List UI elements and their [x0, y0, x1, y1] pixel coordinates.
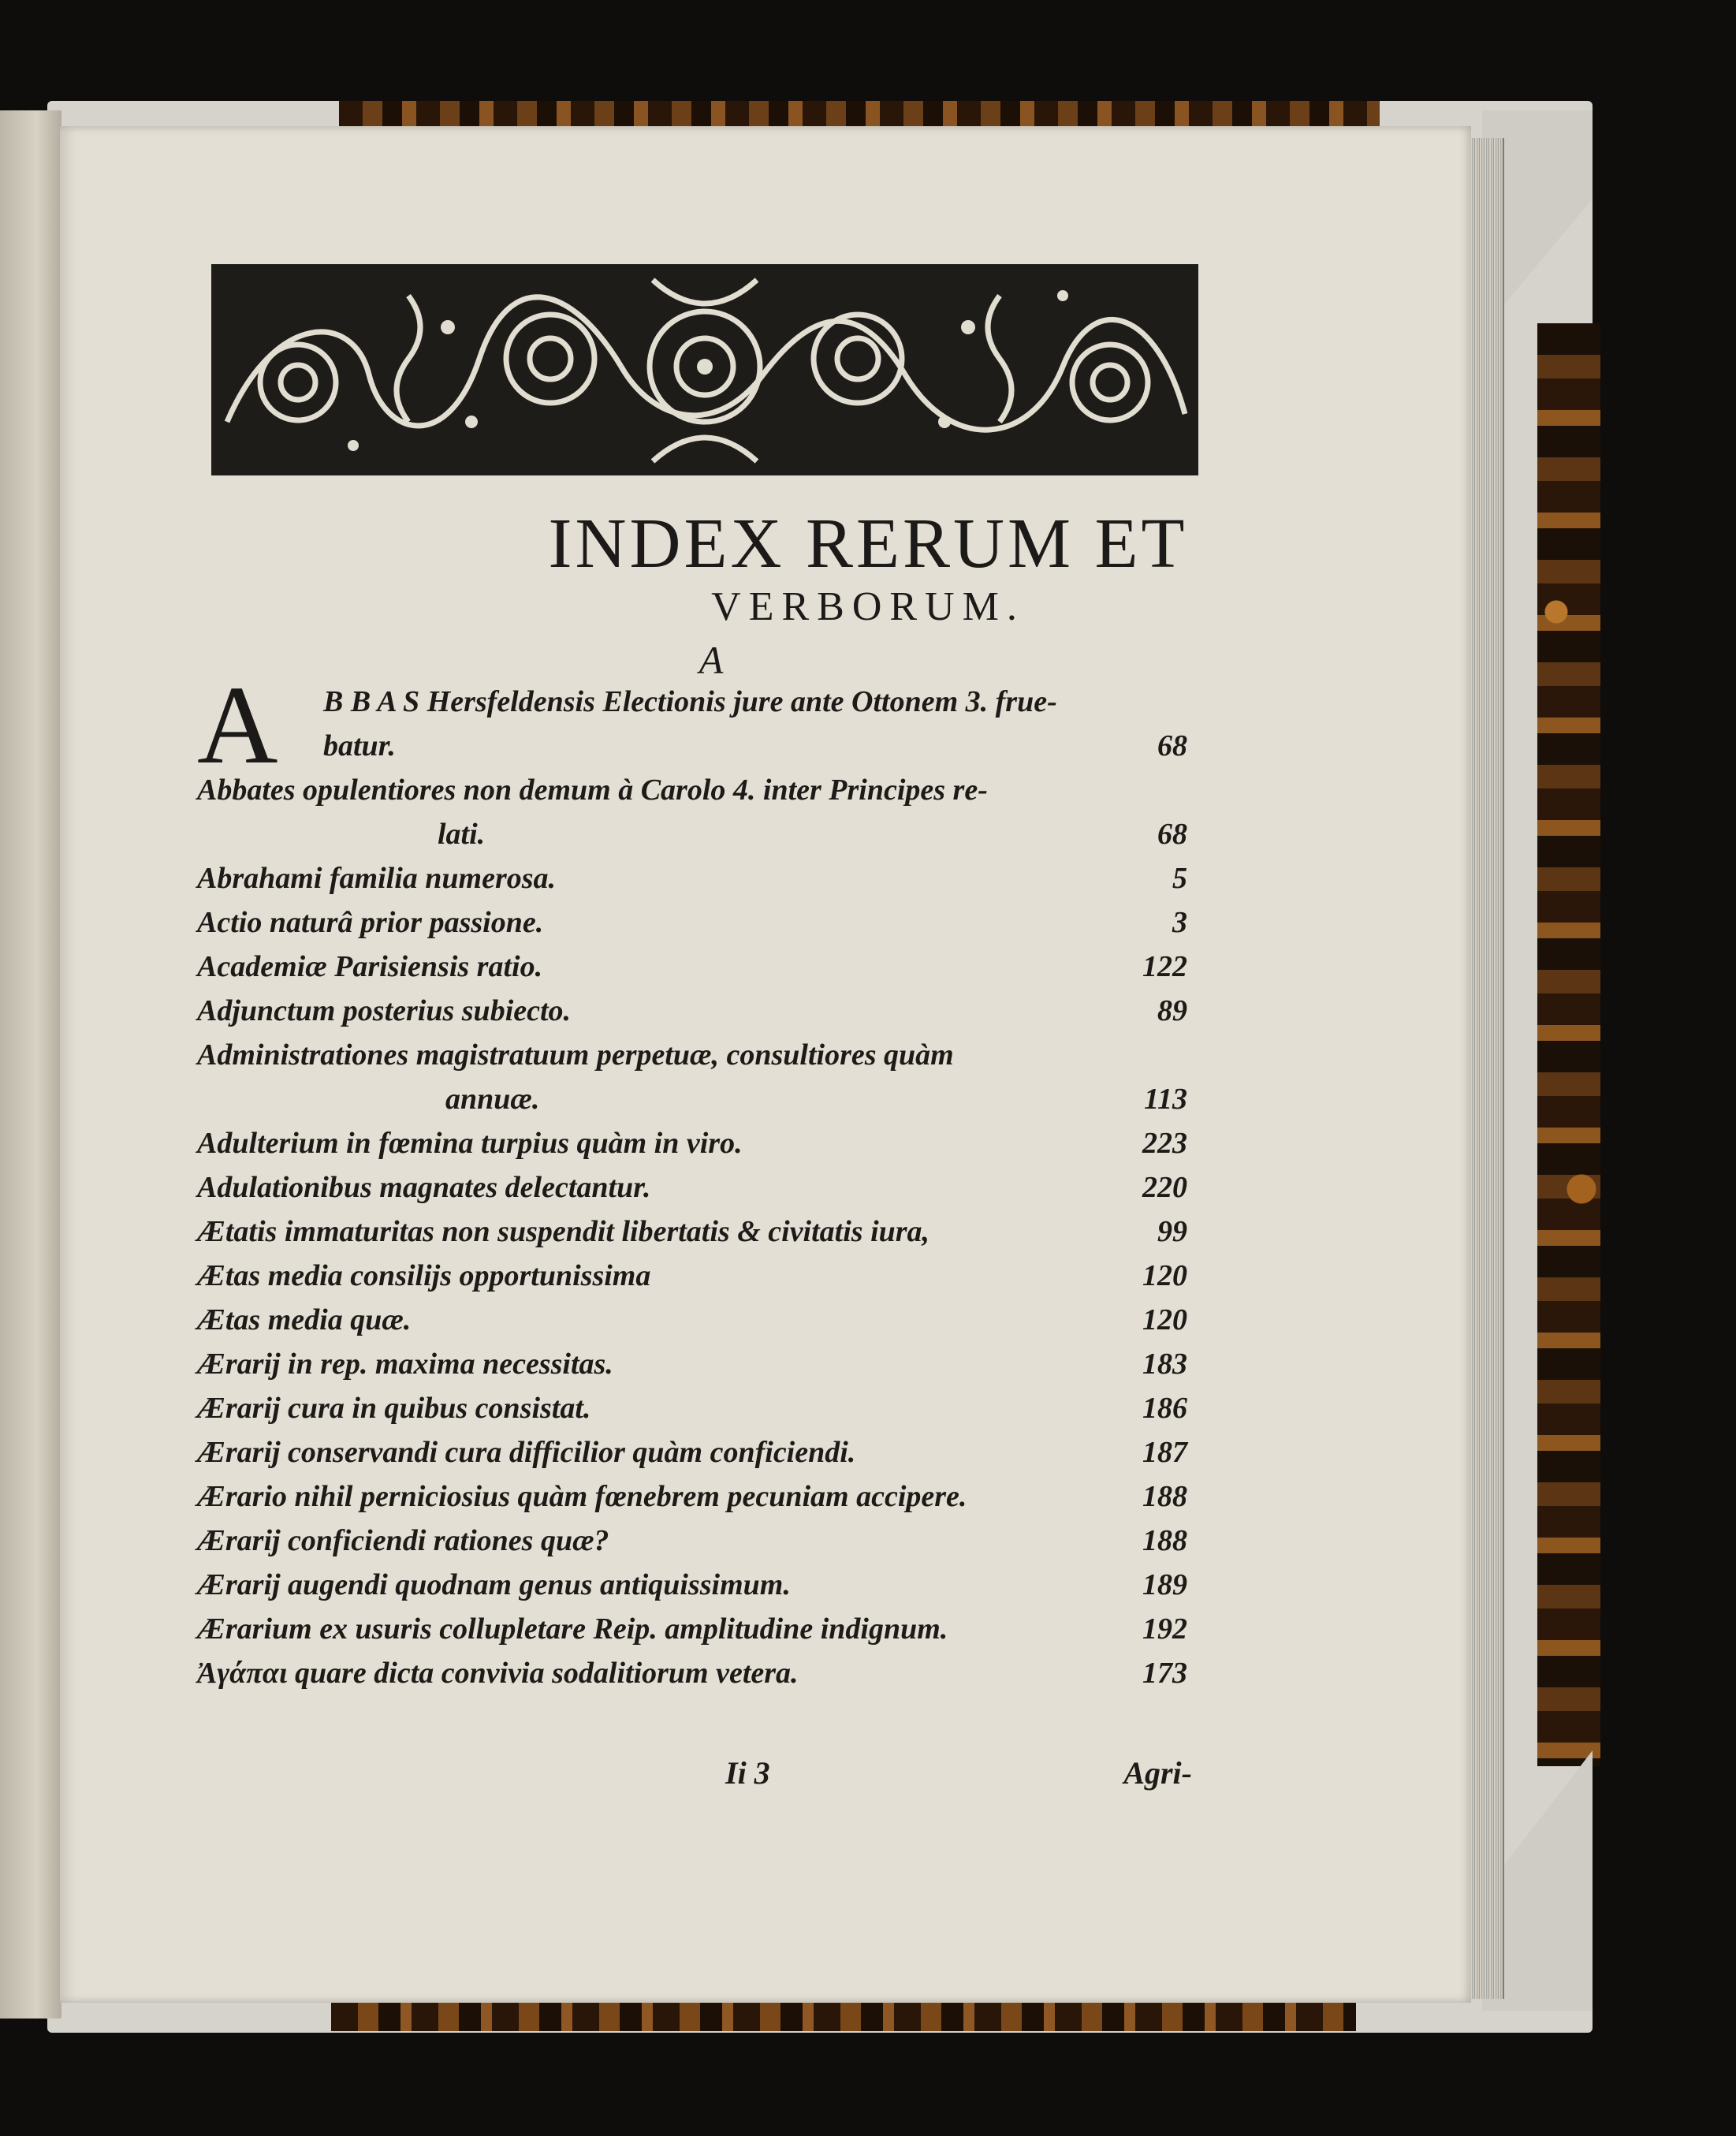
index-entry — [197, 1038, 1192, 1082]
index-title: INDEX RERUM ET — [548, 505, 1188, 583]
entry-page: 220 — [1142, 1171, 1187, 1204]
index-entry — [197, 729, 1192, 773]
entry-text: Actio naturâ prior passione. — [197, 906, 544, 939]
entry-page: 68 — [1157, 729, 1187, 762]
entry-page: 113 — [1144, 1083, 1187, 1116]
index-entry — [197, 1479, 1192, 1523]
index-entry — [197, 1391, 1192, 1435]
entry-page: 120 — [1142, 1259, 1187, 1292]
previous-page-edge — [0, 110, 61, 2019]
index-entry — [197, 993, 1192, 1038]
entry-text: Ἀγάπαι quare dicta convivia sodalitiorum vetera. — [197, 1657, 799, 1690]
drop-cap: A — [197, 662, 278, 787]
section-letter: A — [698, 638, 724, 682]
entry-page: 186 — [1142, 1392, 1187, 1425]
entry-text: Abbates opulentiores non demum à Carolo 4. inter Principes re- — [197, 774, 988, 807]
index-entry — [197, 1082, 1192, 1126]
index-entry — [197, 773, 1192, 817]
entry-page: 173 — [1142, 1657, 1187, 1690]
index-entry — [197, 1258, 1192, 1303]
index-entry — [197, 949, 1192, 993]
index-entry — [197, 1568, 1192, 1612]
entry-text: Abrahami familia numerosa. — [197, 862, 557, 895]
entry-page: 189 — [1142, 1568, 1187, 1601]
entry-text: Adulterium in fœmina turpius quàm in viro. — [197, 1127, 743, 1160]
page-stack-edges — [1468, 138, 1504, 1999]
index-entry — [197, 1435, 1192, 1479]
entry-text: Ærarium ex usuris collupletare Reip. amplitudine indignum. — [197, 1612, 948, 1646]
index-entry — [197, 1656, 1192, 1700]
catchword: Agri- — [1123, 1755, 1192, 1791]
entry-page: 183 — [1142, 1348, 1187, 1381]
index-entry — [197, 1523, 1192, 1568]
entry-text: Adulationibus magnates delectantur. — [197, 1171, 651, 1204]
entry-text: B B A S Hersfeldensis Electionis jure ante Ottonem 3. frue- — [323, 685, 1057, 718]
index-entry — [197, 1170, 1192, 1214]
entry-text: Ætas media consilijs opportunissima — [197, 1259, 651, 1292]
index-entry — [197, 684, 1192, 729]
entry-text: batur. — [323, 729, 396, 762]
index-entry — [197, 1126, 1192, 1170]
entry-text: annuæ. — [445, 1083, 540, 1116]
entry-text: lati. — [438, 818, 486, 851]
entry-text: Ærarij conficiendi rationes quæ? — [197, 1524, 609, 1557]
index-subtitle: VERBORUM. — [711, 584, 1025, 629]
signature-mark: Ii 3 — [725, 1755, 770, 1791]
entry-text: Ætas media quæ. — [197, 1303, 412, 1336]
index-entry — [197, 1214, 1192, 1258]
index-entry — [197, 1347, 1192, 1391]
entry-page: 5 — [1172, 862, 1187, 895]
page-footer — [197, 1754, 1192, 1802]
entry-text: Ærario nihil perniciosius quàm fœnebrem pecuniam accipere. — [197, 1480, 967, 1513]
entry-text: Academiæ Parisiensis ratio. — [197, 950, 543, 983]
entry-page: 223 — [1142, 1127, 1187, 1160]
entry-page: 120 — [1142, 1303, 1187, 1336]
entry-page: 99 — [1157, 1215, 1187, 1248]
entry-page: 192 — [1142, 1612, 1187, 1646]
entry-page: 3 — [1172, 906, 1187, 939]
entry-text: Ætatis immaturitas non suspendit libertatis & civitatis iura, — [197, 1215, 930, 1248]
entry-text: Adjunctum posterius subiecto. — [197, 994, 572, 1027]
entry-page: 188 — [1142, 1524, 1187, 1557]
entry-text: Ærarij conservandi cura difficilior quàm conficiendi. — [197, 1436, 856, 1469]
index-entry — [197, 905, 1192, 949]
ornamental-headpiece — [211, 264, 1198, 475]
index-entry — [197, 1303, 1192, 1347]
entry-page: 188 — [1142, 1480, 1187, 1513]
entry-page: 122 — [1142, 950, 1187, 983]
entry-text: Ærarij cura in quibus consistat. — [197, 1392, 591, 1425]
entry-page: 187 — [1142, 1436, 1187, 1469]
entry-page: 89 — [1157, 994, 1187, 1027]
entry-text: Ærarij in rep. maxima necessitas. — [197, 1348, 613, 1381]
index-entry — [197, 817, 1192, 861]
index-entry — [197, 1612, 1192, 1656]
entry-text: Ærarij augendi quodnam genus antiquissimum. — [197, 1568, 791, 1601]
index-entry — [197, 861, 1192, 905]
entry-text: Administrationes magistratuum perpetuæ, consultiores quàm — [197, 1038, 954, 1072]
entry-page: 68 — [1157, 818, 1187, 851]
